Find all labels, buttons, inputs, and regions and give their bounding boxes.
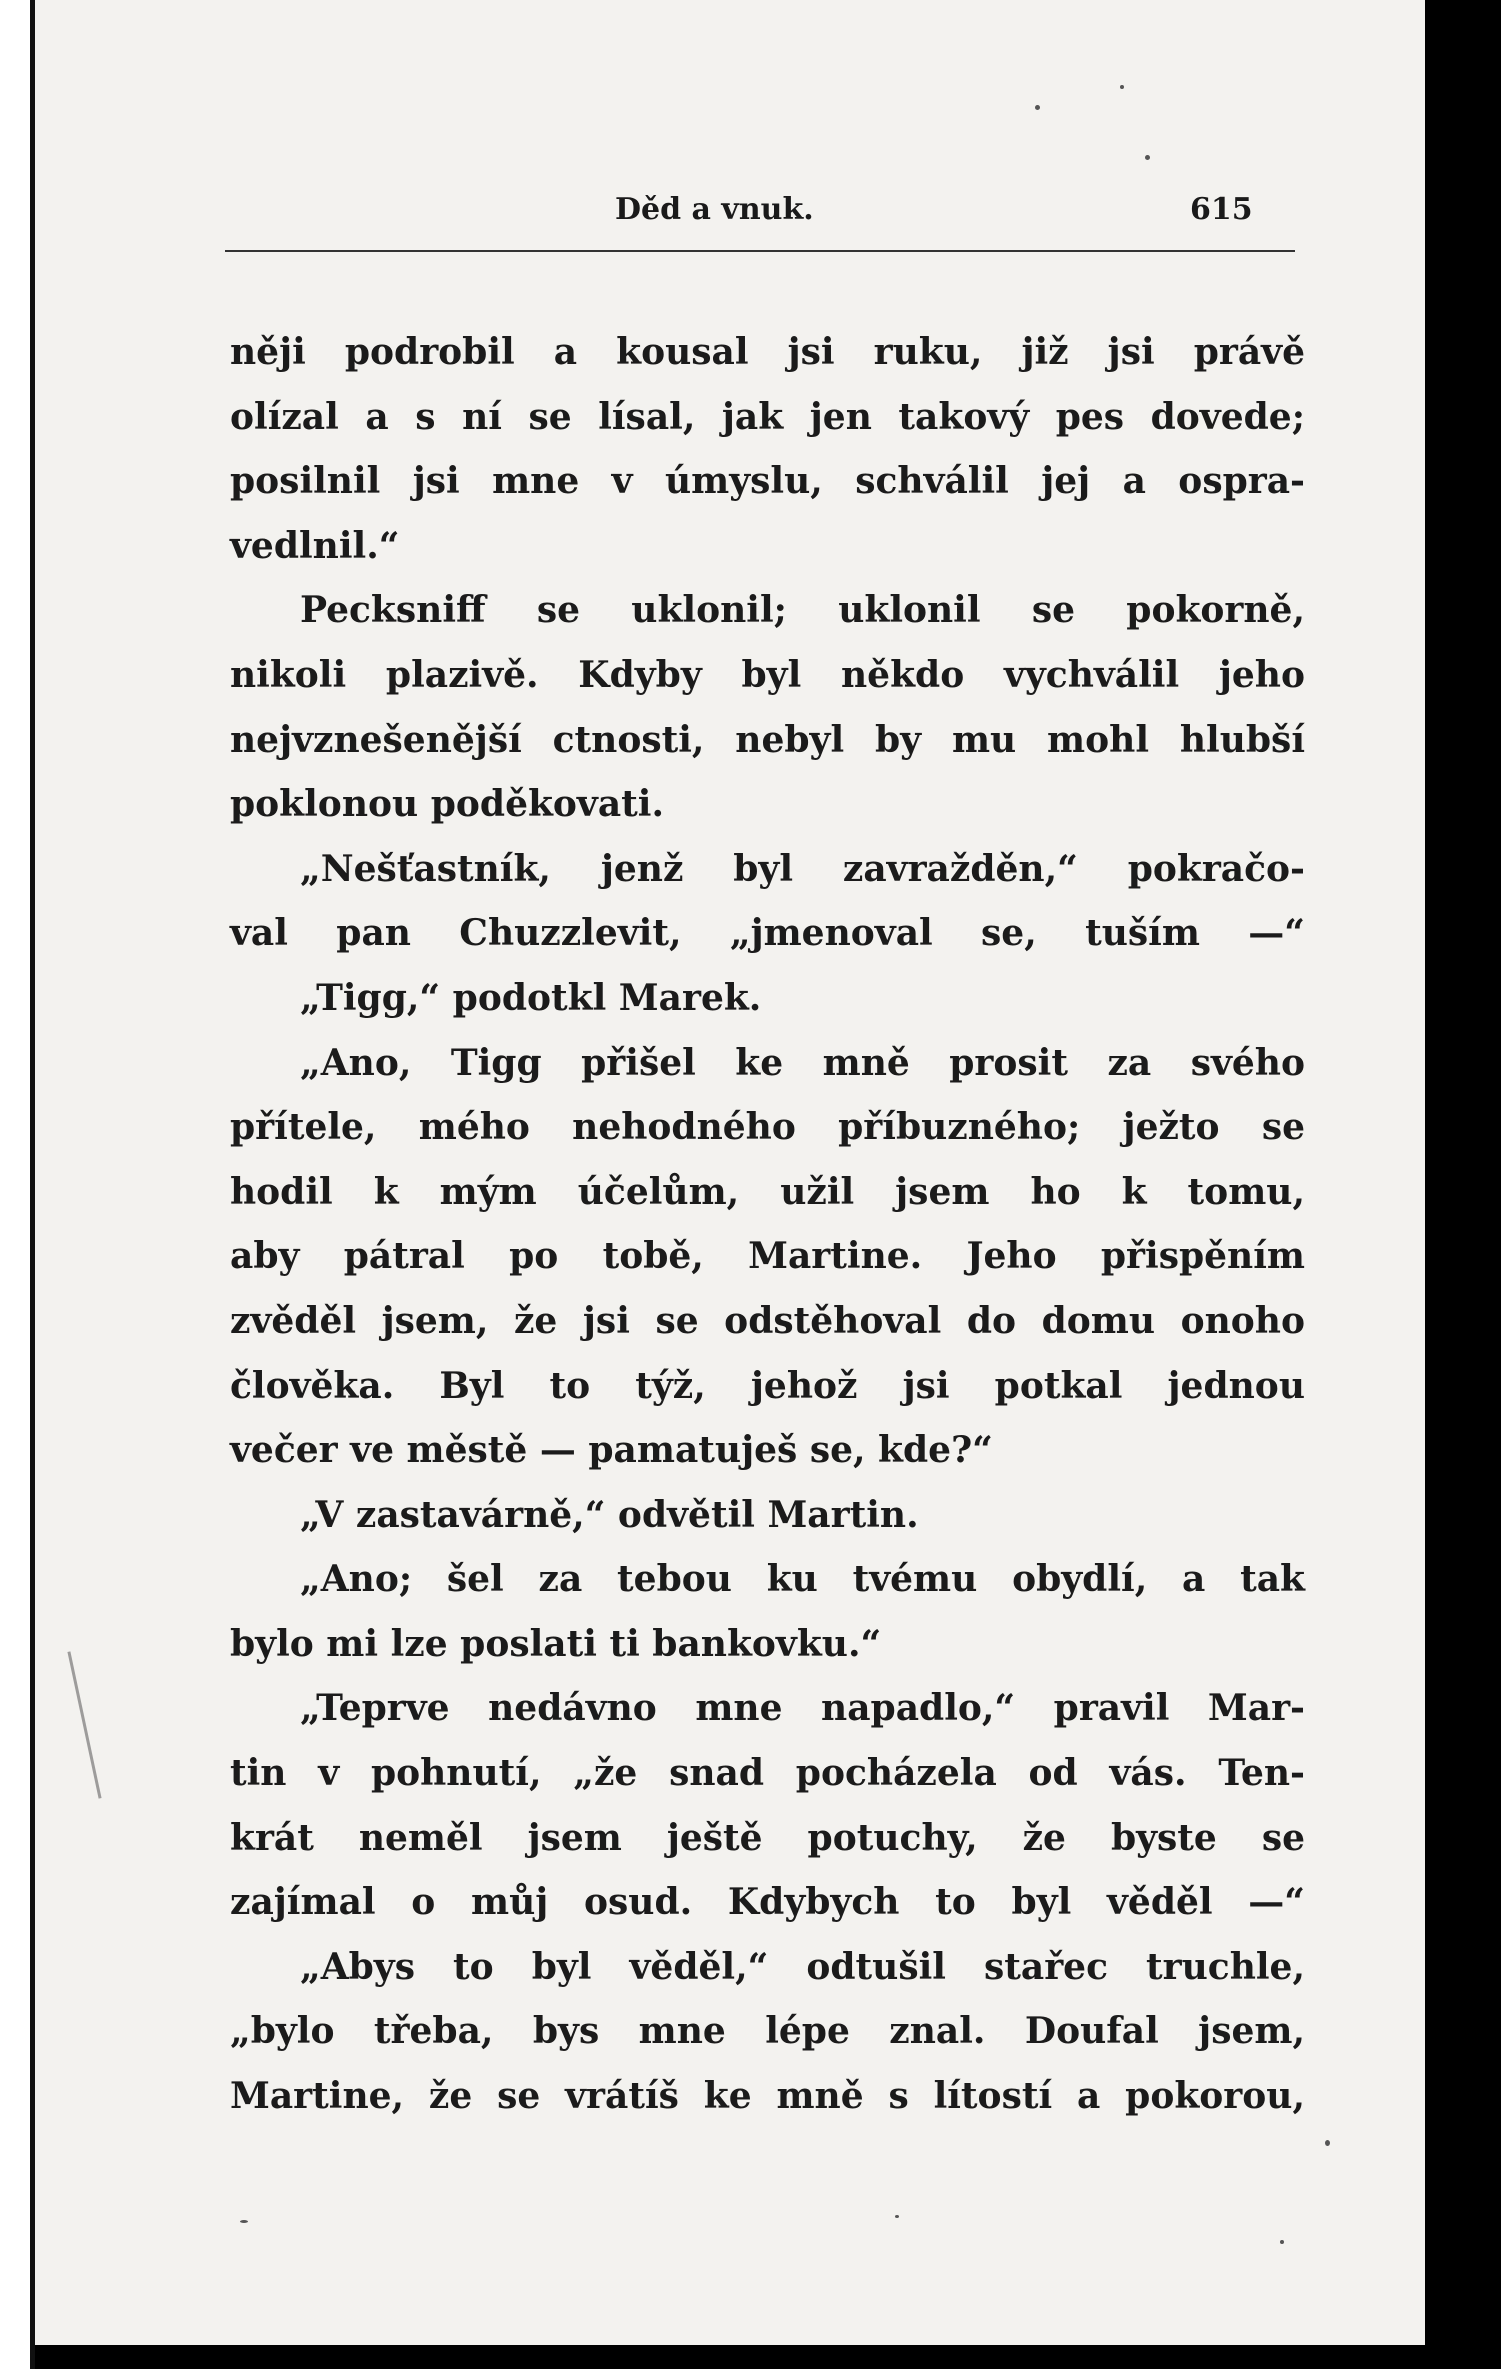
paper-speck [1035, 105, 1040, 110]
text-line: val pan Chuzzlevit, „jmenoval se, tuším —“ [230, 912, 1305, 955]
text-line: hodil k mým účelům, užil jsem ho k tomu, [230, 1170, 1305, 1213]
text-line: „Tigg,“ podotkl Marek. [300, 976, 762, 1019]
text-line: „Teprve nedávno mne napadlo,“ pravil Mar- [300, 1687, 1305, 1730]
text-line: tin v pohnutí, „že snad pocházela od vás. Ten- [230, 1752, 1305, 1795]
scan-left-margin [0, 0, 30, 2369]
paper-speck [240, 2220, 248, 2223]
text-line: „Abys to byl věděl,“ odtušil stařec truchle, [300, 1945, 1305, 1988]
text-line: přítele, mého nehodného příbuzného; ježto se [230, 1106, 1305, 1149]
text-line: aby pátral po tobě, Martine. Jeho přispěním [230, 1235, 1305, 1278]
text-line: krát neměl jsem ještě potuchy, že byste se [230, 1816, 1305, 1859]
header-rule [225, 250, 1295, 252]
text-line: večer ve městě — pamatuješ se, kde?“ [230, 1429, 993, 1472]
paper-speck [895, 2215, 899, 2218]
text-line: „Nešťastník, jenž byl zavražděn,“ pokračo- [300, 847, 1305, 890]
paper-speck [1325, 2140, 1330, 2146]
text-line: nejvznešenější ctnosti, nebyl by mu mohl hlubší [230, 718, 1305, 761]
text-line: Pecksniff se uklonil; uklonil se pokorně, [300, 589, 1305, 632]
text-line: „bylo třeba, bys mne lépe znal. Doufal jsem, [230, 2010, 1305, 2053]
page-number: 615 [1190, 192, 1253, 227]
body-text [230, 320, 1305, 2129]
text-line: zajímal o můj osud. Kdybych to byl věděl —“ [230, 1881, 1305, 1924]
text-line: olízal a s ní se lísal, jak jen takový pes dovede; [230, 395, 1305, 438]
text-line: posilnil jsi mne v úmyslu, schválil jej a ospra- [230, 460, 1305, 503]
text-line: „V zastavárně,“ odvětil Martin. [300, 1493, 919, 1536]
text-line: Martine, že se vrátíš ke mně s lítostí a pokorou, [230, 2075, 1305, 2118]
text-line: něji podrobil a kousal jsi ruku, již jsi právě [230, 331, 1305, 373]
text-line: vedlnil.“ [230, 524, 400, 567]
text-line: člověka. Byl to týž, jehož jsi potkal jednou [230, 1364, 1305, 1407]
text-line: „Ano; šel za tebou ku tvému obydlí, a tak [300, 1558, 1305, 1601]
text-line: poklonou poděkovati. [230, 783, 665, 826]
paper-speck [1120, 85, 1124, 89]
text-line: nikoli plazivě. Kdyby byl někdo vychválil jeho [230, 653, 1305, 696]
running-head [35, 192, 1425, 242]
book-page [35, 0, 1425, 2345]
page-crease [67, 1651, 101, 1798]
running-head-title: Děd a vnuk. [615, 192, 814, 227]
text-line: „Ano, Tigg přišel ke mně prosit za svého [300, 1041, 1305, 1084]
paper-speck [1145, 155, 1150, 160]
paper-speck [1280, 2240, 1284, 2244]
text-line: bylo mi lze poslati ti bankovku.“ [230, 1622, 882, 1665]
text-line: zvěděl jsem, že jsi se odstěhoval do domu onoho [230, 1299, 1305, 1342]
